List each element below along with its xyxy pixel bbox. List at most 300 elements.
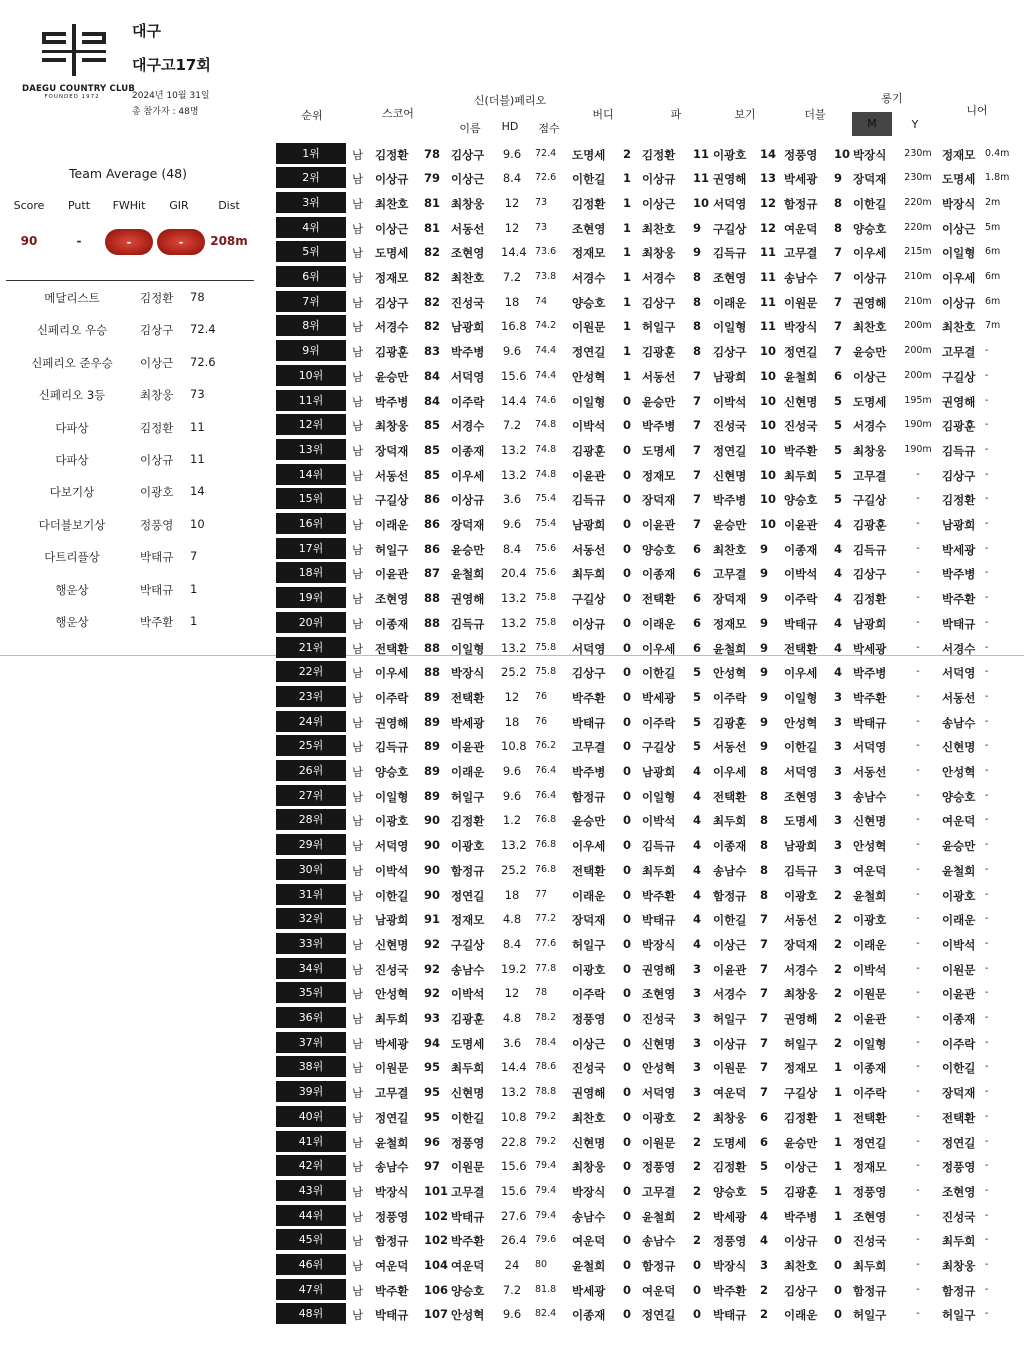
par-name: 조현영 <box>642 987 676 1002</box>
player-name: 권영해 <box>375 715 409 730</box>
longest-name: 안성혁 <box>853 839 887 854</box>
peoria-hd: 8.4 <box>502 936 522 951</box>
bogey-name: 고무결 <box>713 567 747 582</box>
rank-badge: 4위 <box>276 217 346 238</box>
event-title: 대구고17회 <box>132 56 211 74</box>
peoria-hd: 9.6 <box>502 344 522 359</box>
par-count: 2 <box>693 1134 702 1149</box>
longest-dist: 220m <box>904 221 932 233</box>
award-winner: 이상규 <box>140 453 174 467</box>
gender: 남 <box>352 369 364 384</box>
bogey-count: 2 <box>760 1282 769 1297</box>
birdie-name: 이일형 <box>572 394 606 409</box>
peoria-name: 이우세 <box>451 468 485 483</box>
double-count: 7 <box>834 319 843 334</box>
birdie-count: 0 <box>623 862 632 877</box>
bogey-count: 7 <box>760 961 769 976</box>
award-value: 10 <box>190 516 205 531</box>
par-count: 7 <box>693 368 702 383</box>
par-name: 신현명 <box>642 1036 676 1051</box>
bogey-count: 8 <box>760 813 769 828</box>
birdie-count: 0 <box>623 986 632 1001</box>
score: 93 <box>424 1011 441 1025</box>
double-name: 김정환 <box>784 1110 818 1125</box>
table-row <box>275 1228 1024 1252</box>
rank-badge: 10위 <box>276 365 346 386</box>
peoria-hd: 3.6 <box>502 492 522 507</box>
nearest-dist: 5m <box>985 221 1001 233</box>
nearest-name: 조현영 <box>942 1184 976 1199</box>
double-name: 최창웅 <box>784 987 818 1002</box>
double-name: 이우세 <box>784 666 818 681</box>
peoria-score: 78.4 <box>535 1036 557 1048</box>
table-row <box>275 191 1024 215</box>
par-name: 이광호 <box>642 1110 676 1125</box>
bogey-name: 이상근 <box>713 937 747 952</box>
longest-name: 전택환 <box>853 1110 887 1125</box>
score: 102 <box>424 1233 449 1248</box>
nearest-dist: - <box>985 493 989 505</box>
award-value: 1 <box>190 614 198 628</box>
birdie-count: 0 <box>623 541 632 556</box>
nearest-dist: - <box>985 1086 989 1098</box>
peoria-hd: 19.2 <box>501 961 527 976</box>
peoria-hd: 7.2 <box>502 418 522 433</box>
peoria-hd: 13.2 <box>501 591 527 606</box>
bogey-count: 8 <box>760 862 769 877</box>
peoria-hd: 18 <box>504 294 520 309</box>
peoria-score: 78 <box>535 987 548 999</box>
nearest-name: 최찬호 <box>942 320 976 335</box>
gender: 남 <box>352 740 364 755</box>
par-name: 이주락 <box>642 715 676 730</box>
par-name: 전택환 <box>642 592 676 607</box>
award-winner: 김정환 <box>140 291 174 305</box>
rank-badge: 3위 <box>276 192 346 213</box>
birdie-name: 이박석 <box>572 419 606 434</box>
bogey-count: 10 <box>760 344 777 359</box>
bogey-count: 8 <box>760 838 769 853</box>
peoria-score: 79.2 <box>535 1110 557 1122</box>
rank-badge: 2위 <box>276 167 346 188</box>
double-count: 4 <box>834 517 843 531</box>
peoria-name: 최창웅 <box>451 196 485 211</box>
player-name: 장덕재 <box>375 443 409 458</box>
peoria-hd: 8.4 <box>502 541 522 556</box>
bogey-name: 이주락 <box>713 690 747 705</box>
birdie-count: 0 <box>623 418 632 433</box>
peoria-hd: 14.4 <box>501 393 527 408</box>
par-name: 서동선 <box>642 369 676 384</box>
longest-name: 최찬호 <box>853 320 887 335</box>
avg-dist: 208m <box>210 234 248 248</box>
birdie-name: 진성국 <box>572 1061 606 1076</box>
nearest-dist: - <box>985 542 989 554</box>
par-count: 3 <box>693 1085 702 1100</box>
peoria-name: 이원문 <box>451 1160 485 1175</box>
gender: 남 <box>352 1012 364 1026</box>
gender: 남 <box>352 863 364 878</box>
longest-dist: - <box>916 863 920 875</box>
peoria-hd: 13.2 <box>501 442 527 457</box>
bogey-name: 이원문 <box>713 1061 747 1076</box>
longest-name: 이광호 <box>853 913 887 928</box>
double-count: 1 <box>834 1085 843 1100</box>
par-name: 구길상 <box>642 740 676 755</box>
gender: 남 <box>352 765 364 779</box>
player-name: 서덕영 <box>375 839 409 854</box>
birdie-name: 이종재 <box>572 1308 606 1323</box>
longest-name: 이박석 <box>853 962 887 977</box>
longest-name: 이우세 <box>853 246 887 261</box>
longest-name: 이상규 <box>853 271 887 285</box>
longest-dist: - <box>916 567 920 579</box>
double-count: 9 <box>834 171 843 186</box>
par-count: 7 <box>693 517 702 531</box>
nearest-name: 김정환 <box>942 493 976 508</box>
table-row <box>275 561 1024 585</box>
bogey-name: 허일구 <box>713 1012 747 1026</box>
table-row <box>275 883 1024 907</box>
peoria-name: 이광호 <box>451 839 485 854</box>
double-name: 윤승만 <box>784 1135 818 1150</box>
nearest-dist: 6m <box>985 271 1001 282</box>
bogey-name: 정재모 <box>713 616 747 631</box>
peoria-hd: 15.6 <box>501 1159 527 1174</box>
player-name: 최두희 <box>375 1012 409 1026</box>
peoria-score: 76.8 <box>535 839 557 851</box>
longest-name: 정풍영 <box>853 1184 887 1199</box>
bogey-name: 최창웅 <box>713 1110 747 1125</box>
longest-dist: - <box>916 1135 920 1147</box>
award-value: 73 <box>190 387 205 402</box>
player-name: 이일형 <box>375 789 409 804</box>
avg-gir-badge <box>157 229 205 255</box>
longest-dist: - <box>916 1061 920 1073</box>
score: 92 <box>424 961 441 976</box>
table-row <box>275 1055 1024 1079</box>
birdie-name: 윤승만 <box>572 814 606 829</box>
peoria-hd: 26.4 <box>501 1233 527 1248</box>
gender: 남 <box>352 172 364 187</box>
peoria-hd: 18 <box>504 887 520 902</box>
club-emblem-icon <box>32 24 116 76</box>
award-value: 11 <box>190 452 205 466</box>
peoria-name: 이주락 <box>451 394 485 409</box>
par-name: 진성국 <box>642 1012 676 1026</box>
double-name: 박주병 <box>784 1209 818 1224</box>
double-count: 1 <box>834 1183 843 1198</box>
player-name: 최찬호 <box>375 196 409 211</box>
birdie-count: 1 <box>623 220 632 235</box>
nearest-name: 허일구 <box>942 1308 976 1323</box>
peoria-score: 78.2 <box>535 1012 557 1023</box>
peoria-name: 이상근 <box>451 172 485 187</box>
award-name: 다트리플상 <box>44 550 100 565</box>
double-count: 3 <box>834 714 843 729</box>
avg-fwhit: - <box>126 235 132 249</box>
rank-badge: 32위 <box>276 908 346 929</box>
peoria-name: 장덕재 <box>451 518 485 532</box>
nearest-name: 이윤관 <box>942 987 976 1002</box>
participant-count: 총 참가자 : 48명 <box>132 107 199 117</box>
birdie-name: 최찬호 <box>572 1110 606 1125</box>
longest-name: 김득규 <box>853 542 887 557</box>
longest-name: 최창웅 <box>853 443 887 458</box>
gender: 남 <box>352 715 364 730</box>
birdie-count: 1 <box>623 270 632 284</box>
nearest-name: 이원문 <box>942 962 976 977</box>
double-count: 3 <box>834 813 843 828</box>
longest-dist: 200m <box>904 320 932 332</box>
score: 89 <box>424 739 441 754</box>
longest-dist: - <box>916 1012 920 1023</box>
award-name: 행운상 <box>55 615 89 629</box>
peoria-hd: 15.6 <box>501 1183 527 1198</box>
double-count: 3 <box>834 739 843 754</box>
birdie-name: 허일구 <box>572 937 606 952</box>
par-name: 이한길 <box>642 666 676 681</box>
table-row <box>275 1080 1024 1104</box>
par-count: 7 <box>693 492 702 507</box>
par-count: 5 <box>693 714 702 729</box>
peoria-name: 윤승만 <box>451 542 485 557</box>
score: 95 <box>424 1060 441 1075</box>
bogey-name: 장덕재 <box>713 592 747 607</box>
peoria-score: 73 <box>535 221 548 233</box>
peoria-name: 조현영 <box>451 246 485 261</box>
bogey-name: 서동선 <box>713 740 747 755</box>
nearest-name: 이광호 <box>942 888 976 903</box>
bogey-name: 정연길 <box>713 443 747 458</box>
bogey-name: 이박석 <box>713 394 747 409</box>
birdie-count: 0 <box>623 739 632 754</box>
longest-dist: - <box>916 765 920 776</box>
birdie-name: 김광훈 <box>572 443 606 458</box>
rank-badge: 25위 <box>276 735 346 756</box>
peoria-hd: 13.2 <box>501 615 527 630</box>
longest-name: 고무결 <box>853 468 887 483</box>
longest-name: 정재모 <box>853 1160 887 1175</box>
score: 89 <box>424 689 441 704</box>
par-name: 허일구 <box>642 320 676 335</box>
nearest-name: 김광훈 <box>942 419 976 434</box>
par-name: 박태규 <box>642 913 676 928</box>
longest-dist: - <box>916 690 920 702</box>
nearest-dist: 2m <box>985 196 1001 208</box>
par-count: 6 <box>693 640 702 655</box>
par-name: 고무결 <box>642 1184 676 1199</box>
birdie-count: 0 <box>623 1011 632 1025</box>
nearest-name: 함정규 <box>942 1283 976 1298</box>
peoria-name: 이윤관 <box>451 740 485 755</box>
double-count: 7 <box>834 245 843 260</box>
peoria-hd: 7.2 <box>502 1282 522 1297</box>
par-count: 6 <box>693 615 702 630</box>
nearest-name: 박장식 <box>942 196 976 211</box>
peoria-hd: 1.2 <box>502 813 522 828</box>
longest-dist: - <box>916 1184 920 1196</box>
bogey-name: 서덕영 <box>713 196 747 211</box>
peoria-name: 윤철희 <box>451 567 485 582</box>
birdie-count: 1 <box>623 245 632 260</box>
rank-badge: 5위 <box>276 241 346 262</box>
double-count: 2 <box>834 912 843 927</box>
peoria-name: 여운덕 <box>451 1259 485 1273</box>
rank-badge: 40위 <box>276 1106 346 1127</box>
nearest-name: 안성혁 <box>942 765 976 779</box>
longest-dist: - <box>916 542 920 554</box>
longest-name: 허일구 <box>853 1308 887 1323</box>
birdie-count: 0 <box>623 764 632 778</box>
peoria-hd: 9.6 <box>502 1307 522 1322</box>
longest-dist: - <box>916 789 920 801</box>
double-count: 2 <box>834 1011 843 1025</box>
birdie-name: 김상구 <box>572 666 606 681</box>
award-name: 다더블보기상 <box>38 517 106 532</box>
bogey-count: 9 <box>760 739 769 754</box>
longest-name: 구길상 <box>853 493 887 508</box>
double-name: 이래운 <box>784 1308 818 1323</box>
table-row <box>275 166 1024 190</box>
rank-badge: 12위 <box>276 414 346 435</box>
longest-name: 서동선 <box>853 765 887 779</box>
birdie-count: 0 <box>623 615 632 630</box>
double-count: 5 <box>834 467 843 482</box>
par-name: 이박석 <box>642 814 676 829</box>
double-count: 1 <box>834 1109 843 1124</box>
score: 90 <box>424 862 441 877</box>
player-name: 이래운 <box>375 518 409 532</box>
double-count: 4 <box>834 541 843 556</box>
longest-name: 도명세 <box>853 394 887 409</box>
birdie-count: 0 <box>623 788 632 803</box>
longest-dist: - <box>916 666 920 678</box>
table-row <box>275 759 1024 783</box>
bogey-name: 김득규 <box>713 246 747 261</box>
par-name: 서덕영 <box>642 1086 676 1101</box>
bogey-name: 윤승만 <box>713 518 747 532</box>
bogey-name: 김정환 <box>713 1160 747 1175</box>
peoria-score: 74 <box>535 295 548 307</box>
longest-name: 양승호 <box>853 221 887 236</box>
birdie-count: 0 <box>623 566 632 581</box>
longest-dist: - <box>916 814 920 826</box>
peoria-name: 김상구 <box>451 147 485 162</box>
peoria-score: 75.8 <box>535 641 557 653</box>
double-name: 최두희 <box>784 468 818 483</box>
par-name: 이우세 <box>642 641 676 656</box>
peoria-name: 박주병 <box>451 345 485 360</box>
peoria-score: 77.8 <box>535 962 557 974</box>
birdie-count: 0 <box>623 714 632 729</box>
longest-dist: 200m <box>904 345 932 357</box>
double-name: 이윤관 <box>784 518 818 532</box>
double-count: 3 <box>834 788 843 803</box>
rank-badge: 24위 <box>276 711 346 732</box>
col-longest-m: M <box>852 112 892 136</box>
award-winner: 박주환 <box>140 615 174 629</box>
double-count: 7 <box>834 270 843 284</box>
longest-name: 함정규 <box>853 1283 887 1298</box>
peoria-name: 최두희 <box>451 1061 485 1076</box>
nearest-dist: - <box>985 1234 989 1246</box>
longest-dist: - <box>916 715 920 727</box>
event-date: 2024년 10월 31일 <box>132 91 210 101</box>
bogey-name: 신현명 <box>713 468 747 483</box>
birdie-count: 0 <box>623 393 632 408</box>
birdie-count: 2 <box>623 146 632 161</box>
table-row <box>275 932 1024 956</box>
player-name: 정풍영 <box>375 1209 409 1224</box>
longest-name: 김정환 <box>853 592 887 607</box>
longest-dist: 195m <box>904 394 932 406</box>
rank-badge: 33위 <box>276 933 346 954</box>
peoria-hd: 12 <box>504 986 520 1001</box>
longest-dist: - <box>916 1283 920 1295</box>
bogey-name: 이광호 <box>713 147 747 162</box>
birdie-count: 0 <box>623 1208 632 1223</box>
par-name: 윤승만 <box>642 394 676 409</box>
nearest-dist: - <box>985 962 989 974</box>
table-row <box>275 734 1024 758</box>
gender: 남 <box>352 789 364 804</box>
longest-name: 권영해 <box>853 295 887 310</box>
peoria-hd: 4.8 <box>502 912 522 927</box>
double-name: 이광호 <box>784 888 818 903</box>
award-name: 신페리오 3등 <box>38 388 106 403</box>
longest-name: 이한길 <box>853 196 887 211</box>
nearest-name: 윤철희 <box>942 863 976 878</box>
par-name: 정풍영 <box>642 1160 676 1175</box>
gender: 남 <box>352 592 364 607</box>
nearest-name: 정연길 <box>942 1135 976 1150</box>
peoria-hd: 9.6 <box>502 146 522 161</box>
birdie-count: 1 <box>623 344 632 359</box>
birdie-name: 박주병 <box>572 765 606 779</box>
par-name: 여운덕 <box>642 1283 676 1298</box>
nearest-dist: 6m <box>985 246 1001 258</box>
bogey-count: 4 <box>760 1208 769 1223</box>
double-name: 전택환 <box>784 641 818 656</box>
score: 79 <box>424 171 441 186</box>
score: 88 <box>424 640 441 655</box>
nearest-name: 이상규 <box>942 295 976 310</box>
nearest-dist: - <box>985 616 989 628</box>
bogey-name: 박주환 <box>713 1283 747 1298</box>
bogey-name: 이우세 <box>713 765 747 779</box>
bogey-count: 2 <box>760 1307 769 1322</box>
nearest-name: 서동선 <box>942 690 976 705</box>
col-peoria-score: 점수 <box>538 122 560 135</box>
score: 92 <box>424 936 441 951</box>
score: 90 <box>424 813 441 828</box>
peoria-hd: 25.2 <box>501 665 527 680</box>
nearest-dist: - <box>985 1184 989 1196</box>
panel-divider <box>6 280 254 281</box>
col-rank: 순위 <box>301 109 323 122</box>
nearest-name: 고무결 <box>942 345 976 360</box>
rank-badge: 16위 <box>276 513 346 534</box>
par-count: 6 <box>693 541 702 556</box>
player-name: 이윤관 <box>375 567 409 582</box>
avg-fwhit-badge <box>105 229 153 255</box>
peoria-hd: 24 <box>504 1258 520 1272</box>
peoria-score: 76.4 <box>535 765 557 776</box>
bogey-count: 12 <box>760 220 777 235</box>
double-count: 4 <box>834 566 843 581</box>
peoria-score: 79.4 <box>535 1209 557 1221</box>
